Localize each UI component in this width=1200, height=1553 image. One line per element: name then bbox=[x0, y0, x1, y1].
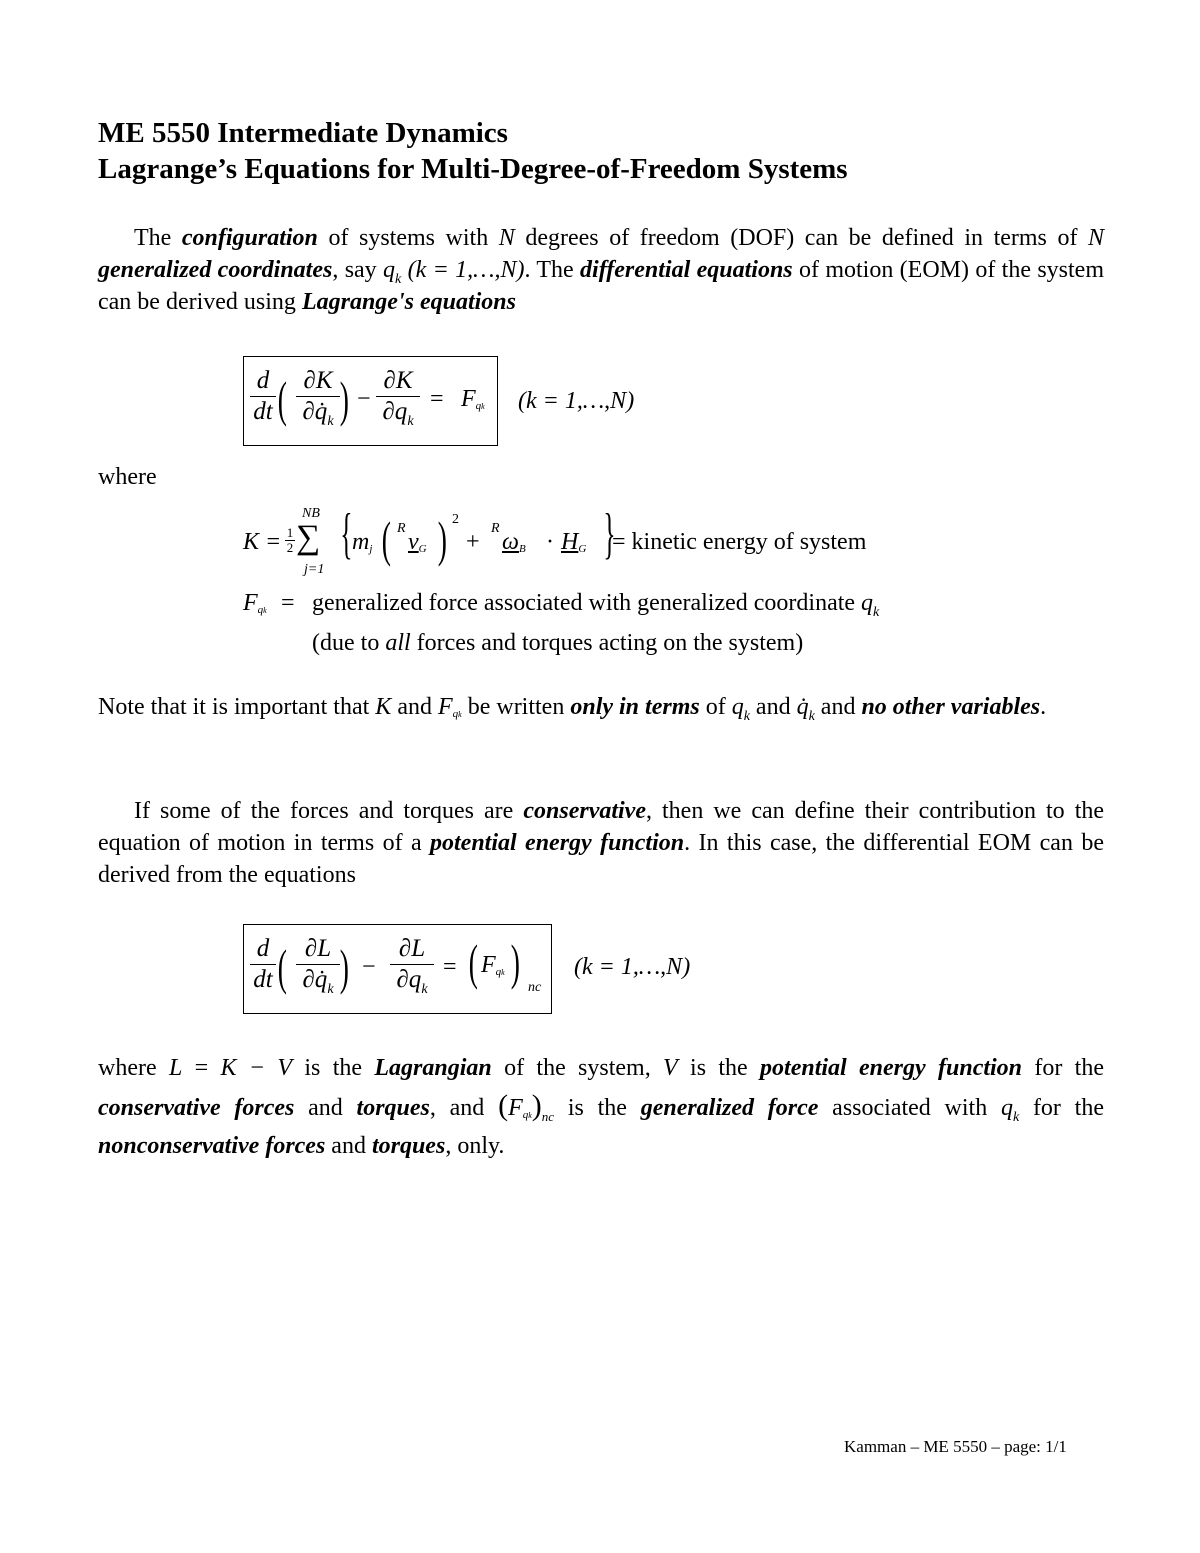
R-superscript-2: R bbox=[491, 521, 500, 536]
generalized-force: $F_{qk}$ bbox=[461, 386, 485, 412]
d-dt-fraction-2: $\frac{d}{dt}$ bbox=[250, 934, 276, 995]
intro-paragraph: The configuration of systems with N degrees of freedom (DOF) can be defined in terms of N generalized coordinates, say $q_k$ (k = 1,…,N). The differential equations of motion (EOM) of the system can be derived using Lagrange's equations bbox=[98, 225, 1105, 315]
nc-subscript: nc bbox=[528, 980, 542, 995]
plus-sign: + bbox=[466, 529, 480, 555]
dot-operator: · bbox=[546, 529, 554, 555]
generalized-force-symbol: $F_{qk}$ bbox=[243, 590, 267, 616]
d-dt-fraction: $\frac{d}{dt}$ bbox=[250, 366, 276, 427]
dL-dqdot-fraction: $\frac{\partial L}{\partial q̇_k}$ bbox=[296, 934, 340, 995]
v-right-paren: ) bbox=[437, 511, 447, 567]
left-brace: { bbox=[340, 503, 353, 565]
nc-generalized-force: $F_{qk}$ bbox=[481, 952, 505, 978]
sum-lower-limit: j=1 bbox=[304, 562, 325, 577]
conservative-paragraph: If some of the forces and torques are conservative, then we can define their contribution to the equation of motion in terms of a potential energy function. In this case, the differential EOM can be derived from the equations bbox=[98, 798, 1105, 888]
sum-upper-limit: NB bbox=[302, 506, 320, 521]
eq1-range: (k = 1,…,N) bbox=[518, 388, 635, 414]
velocity-vector: $v_G$ bbox=[408, 529, 427, 555]
where-label: where bbox=[98, 464, 157, 490]
half-fraction: 1 2 bbox=[286, 525, 294, 555]
dL-dq-fraction: $\frac{\partial L}{\partial q_k}$ bbox=[390, 934, 434, 995]
right-paren-2: ) bbox=[339, 939, 349, 995]
page-footer: Kamman – ME 5550 – page: 1/1 bbox=[844, 1437, 1067, 1456]
course-title: ME 5550 Intermediate Dynamics bbox=[98, 117, 508, 149]
dK-dq-fraction: $\frac{\partial K}{\partial q_k}$ bbox=[376, 366, 420, 427]
nc-right-paren: ) bbox=[510, 934, 520, 990]
angular-momentum: $H_G$ bbox=[561, 529, 587, 555]
minus-sign: − bbox=[357, 386, 371, 412]
right-brace: } bbox=[603, 503, 616, 565]
mass-term: $m_j$ bbox=[352, 529, 373, 555]
angular-velocity: $\omega_B$ bbox=[502, 529, 526, 555]
page-title: Lagrange’s Equations for Multi-Degree-of-Freedom Systems bbox=[98, 153, 848, 185]
dK-dqdot-fraction: $\frac{\partial K}{\partial q̇_k}$ bbox=[296, 366, 340, 427]
left-paren: ( bbox=[277, 371, 287, 427]
v-left-paren: ( bbox=[381, 511, 391, 567]
gf-equals: = bbox=[281, 590, 295, 616]
kinetic-energy-lhs: K = bbox=[243, 529, 282, 555]
equals-sign-2: = bbox=[443, 954, 457, 980]
eq2-range: (k = 1,…,N) bbox=[574, 954, 691, 980]
note-paragraph: Note that it is important that K and $F_{qk}$ be written only in terms of $q_k$ and $q̇_k$ and no other variables. bbox=[98, 694, 1047, 724]
R-superscript: R bbox=[397, 521, 406, 536]
right-paren: ) bbox=[339, 371, 349, 427]
equals-sign: = bbox=[430, 386, 444, 412]
summation-sign: ∑ bbox=[296, 519, 321, 556]
squared: 2 bbox=[452, 512, 459, 527]
nc-left-paren: ( bbox=[468, 934, 478, 990]
kinetic-energy-description: = kinetic energy of system bbox=[612, 529, 867, 555]
left-paren-2: ( bbox=[277, 939, 287, 995]
minus-sign-2: − bbox=[362, 954, 376, 980]
generalized-force-note: (due to all forces and torques acting on the system) bbox=[312, 630, 804, 656]
generalized-force-description: generalized force associated with generalized coordinate $q_k$ bbox=[312, 590, 880, 620]
final-paragraph: where L = K − V is the Lagrangian of the system, V is the potential energy function for the conservative forces and torques, and $(F_{qk})_{nc}$ is the generalized force associated with $q_k$ for the nonconservative forces and torques, only. bbox=[98, 1055, 1105, 1159]
